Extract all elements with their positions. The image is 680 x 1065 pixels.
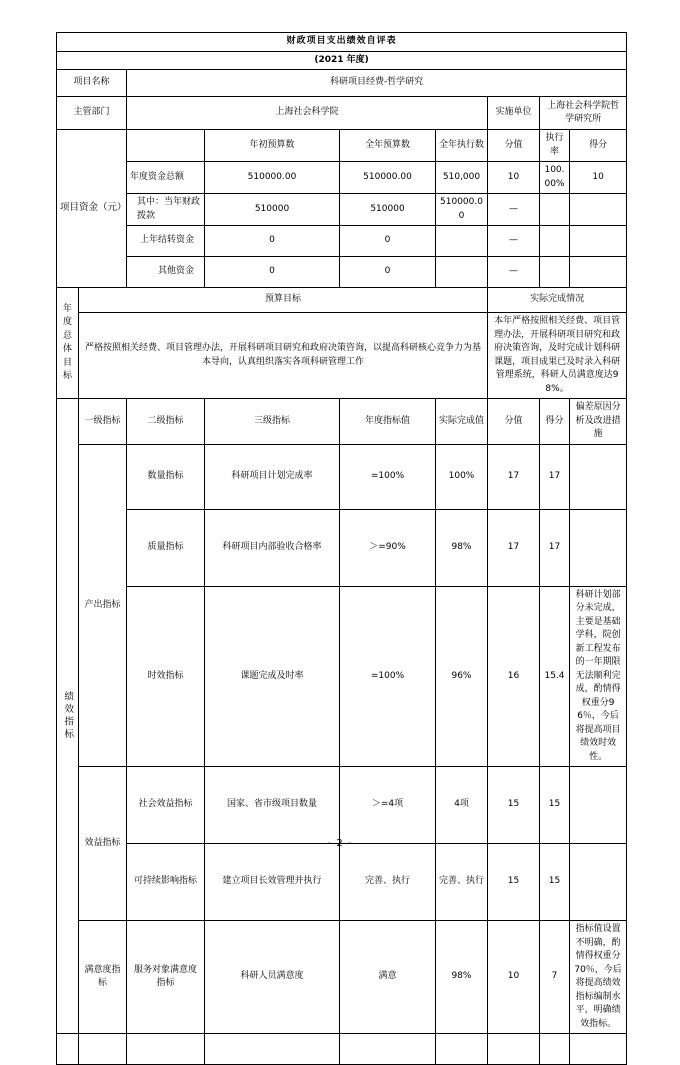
funds-cell-score bbox=[570, 194, 627, 226]
indicator-score-value: 10 bbox=[488, 921, 540, 1034]
funds-row-appropriation bbox=[57, 194, 627, 226]
indicator-level3: 国家、省市级项目数量 bbox=[205, 767, 340, 844]
empty-cell bbox=[570, 1034, 627, 1065]
funds-cell-annual-execution: 510000.00 bbox=[436, 194, 488, 226]
funds-cell-score-value: — bbox=[488, 226, 540, 257]
funds-row-other bbox=[57, 257, 627, 288]
project-name-row bbox=[57, 70, 627, 97]
indicator-level2: 时效指标 bbox=[127, 586, 205, 767]
indicator-score: 17 bbox=[540, 444, 570, 509]
funds-cell-score: 10 bbox=[570, 162, 627, 194]
funds-cell-score bbox=[570, 257, 627, 288]
indicator-header-annual-target: 年度指标值 bbox=[340, 399, 436, 445]
annual-overall-header-row bbox=[57, 288, 627, 313]
indicator-score-value: 15 bbox=[488, 844, 540, 921]
indicator-level2: 服务对象满意度指标 bbox=[127, 921, 205, 1034]
indicator-score: 7 bbox=[540, 921, 570, 1034]
funds-row-total bbox=[57, 162, 627, 194]
indicator-score-value: 16 bbox=[488, 586, 540, 767]
indicator-level1-output: 产出指标 bbox=[79, 444, 127, 767]
funds-cell-initial-budget: 510000.00 bbox=[205, 162, 340, 194]
funds-row-label: 上年结转资金 bbox=[127, 226, 205, 257]
project-name-value: 科研项目经费-哲学研究 bbox=[127, 70, 627, 97]
funds-side-label bbox=[57, 130, 127, 288]
funds-header-score-value: 分值 bbox=[488, 130, 540, 162]
funds-header-execution-rate: 执行率 bbox=[540, 130, 570, 162]
page-number: - 2 - bbox=[327, 838, 353, 849]
funds-row-carryover bbox=[57, 226, 627, 257]
indicator-level2: 质量指标 bbox=[127, 509, 205, 586]
indicator-actual-value: 4项 bbox=[436, 767, 488, 844]
indicator-deviation: 科研计划部分未完成，主要是基础学科，院创新工程发布的一年期限无法顺利完成，酌情得权重分96％，今后将提高项目绩效时效性。 bbox=[570, 586, 627, 767]
indicator-actual-value: 98% bbox=[436, 509, 488, 586]
funds-cell-score-value: — bbox=[488, 194, 540, 226]
form-title-row bbox=[57, 33, 627, 52]
funds-row-label: 其他资金 bbox=[127, 257, 205, 288]
indicator-header-actual-value: 实际完成值 bbox=[436, 399, 488, 445]
funds-cell-initial-budget: 510000 bbox=[205, 194, 340, 226]
indicator-header-level2: 二级指标 bbox=[127, 399, 205, 445]
indicator-annual-target: 完善、执行 bbox=[340, 844, 436, 921]
funds-cell-score bbox=[570, 226, 627, 257]
indicator-level2: 数量指标 bbox=[127, 444, 205, 509]
funds-row-label: 其中：当年财政拨款 bbox=[127, 194, 205, 226]
funds-cell-annual-budget: 0 bbox=[340, 257, 436, 288]
funds-row-label: 年度资金总额 bbox=[127, 162, 205, 194]
indicator-level3: 建立项目长效管理并执行 bbox=[205, 844, 340, 921]
form-subtitle-row bbox=[57, 51, 627, 70]
funds-cell-annual-execution bbox=[436, 257, 488, 288]
indicator-actual-value: 完善、执行 bbox=[436, 844, 488, 921]
empty-cell bbox=[79, 1034, 127, 1065]
department-label: 主管部门 bbox=[57, 97, 127, 130]
page-title: 财政项目支出绩效自评表 bbox=[57, 33, 627, 52]
funds-header-annual-budget: 全年预算数 bbox=[340, 130, 436, 162]
performance-header-row bbox=[57, 399, 627, 445]
indicator-header-score: 得分 bbox=[540, 399, 570, 445]
implementing-unit-label: 实施单位 bbox=[488, 97, 540, 130]
budget-target-header: 预算目标 bbox=[79, 288, 488, 313]
indicator-annual-target: ＞=90% bbox=[340, 509, 436, 586]
indicator-row bbox=[57, 767, 627, 844]
funds-header-annual-execution: 全年执行数 bbox=[436, 130, 488, 162]
indicator-header-level3: 三级指标 bbox=[205, 399, 340, 445]
empty-cell bbox=[540, 1034, 570, 1065]
indicator-annual-target: =100% bbox=[340, 586, 436, 767]
performance-side-label bbox=[57, 399, 79, 1034]
indicator-row-empty bbox=[57, 1034, 627, 1065]
empty-cell bbox=[127, 1034, 205, 1065]
empty-cell bbox=[340, 1034, 436, 1065]
funds-cell-execution-rate bbox=[540, 226, 570, 257]
indicator-actual-value: 100% bbox=[436, 444, 488, 509]
funds-cell-execution-rate: 100.00% bbox=[540, 162, 570, 194]
indicator-row bbox=[57, 444, 627, 509]
annual-overall-side-label: 年度总体目标 bbox=[57, 288, 79, 399]
indicator-actual-value: 98% bbox=[436, 921, 488, 1034]
indicator-row bbox=[57, 844, 627, 921]
funds-cell-score-value: — bbox=[488, 257, 540, 288]
funds-cell-annual-budget: 510000 bbox=[340, 194, 436, 226]
funds-cell-annual-execution: 510,000 bbox=[436, 162, 488, 194]
indicator-header-score-value: 分值 bbox=[488, 399, 540, 445]
performance-side-label-text: 绩效指标 bbox=[62, 691, 74, 741]
empty-cell bbox=[436, 1034, 488, 1065]
implementing-unit-value: 上海社会科学院哲学研究所 bbox=[540, 97, 627, 130]
budget-target-text: 严格按照相关经费、项目管理办法，开展科研项目研究和政府决策咨询，以提高科研核心竞争力为基本导向，认真组织落实各项科研管理工作 bbox=[79, 313, 488, 399]
indicator-score: 15 bbox=[540, 767, 570, 844]
funds-header-row bbox=[57, 130, 627, 162]
annual-overall-content-row bbox=[57, 313, 627, 399]
indicator-row bbox=[57, 586, 627, 767]
indicator-row bbox=[57, 509, 627, 586]
funds-cell-score-value: 10 bbox=[488, 162, 540, 194]
funds-header-initial-budget: 年初预算数 bbox=[205, 130, 340, 162]
funds-header-score: 得分 bbox=[570, 130, 627, 162]
empty-cell bbox=[488, 1034, 540, 1065]
empty-cell bbox=[205, 1034, 340, 1065]
project-name-label: 项目名称 bbox=[57, 70, 127, 97]
actual-result-text: 本年严格按照相关经费、项目管理办法，开展科研项目研究和政府决策咨询，及时完成计划科研课题，项目成果已及时录入科研管理系统，科研人员满意度达98%。 bbox=[488, 313, 627, 399]
funds-cell-initial-budget: 0 bbox=[205, 226, 340, 257]
indicator-level3: 课题完成及时率 bbox=[205, 586, 340, 767]
indicator-deviation: 指标值设置不明确，酌情得权重分70％，今后将提高绩效指标编制水平，明确绩效指标。 bbox=[570, 921, 627, 1034]
empty-cell bbox=[57, 1034, 79, 1065]
indicator-score: 17 bbox=[540, 509, 570, 586]
indicator-level3: 科研人员满意度 bbox=[205, 921, 340, 1034]
indicator-row bbox=[57, 921, 627, 1034]
funds-header-blank bbox=[127, 130, 205, 162]
indicator-header-deviation: 偏差原因分析及改进措施 bbox=[570, 399, 627, 445]
indicator-score: 15 bbox=[540, 844, 570, 921]
funds-side-label-text: 项目资金（元） bbox=[60, 202, 127, 214]
indicator-level1-benefit: 效益指标 bbox=[79, 767, 127, 921]
page-subtitle: (2021 年度) bbox=[57, 51, 627, 70]
indicator-level3: 科研项目内部验收合格率 bbox=[205, 509, 340, 586]
indicator-score-value: 17 bbox=[488, 444, 540, 509]
funds-cell-annual-execution bbox=[436, 226, 488, 257]
indicator-annual-target: =100% bbox=[340, 444, 436, 509]
indicator-deviation bbox=[570, 509, 627, 586]
indicator-level3: 科研项目计划完成率 bbox=[205, 444, 340, 509]
department-row bbox=[57, 97, 627, 130]
indicator-level2: 社会效益指标 bbox=[127, 767, 205, 844]
indicator-deviation bbox=[570, 767, 627, 844]
indicator-level1-satisfaction: 满意度指标 bbox=[79, 921, 127, 1034]
funds-cell-initial-budget: 0 bbox=[205, 257, 340, 288]
funds-cell-annual-budget: 510000.00 bbox=[340, 162, 436, 194]
funds-cell-execution-rate bbox=[540, 194, 570, 226]
performance-self-evaluation-form bbox=[56, 32, 627, 1065]
indicator-score-value: 17 bbox=[488, 509, 540, 586]
funds-cell-execution-rate bbox=[540, 257, 570, 288]
actual-result-header: 实际完成情况 bbox=[488, 288, 627, 313]
indicator-annual-target: ＞=4项 bbox=[340, 767, 436, 844]
indicator-score-value: 15 bbox=[488, 767, 540, 844]
indicator-annual-target: 满意 bbox=[340, 921, 436, 1034]
funds-cell-annual-budget: 0 bbox=[340, 226, 436, 257]
indicator-level2: 可持续影响指标 bbox=[127, 844, 205, 921]
indicator-deviation bbox=[570, 444, 627, 509]
indicator-score: 15.4 bbox=[540, 586, 570, 767]
indicator-actual-value: 96% bbox=[436, 586, 488, 767]
indicator-header-level1: 一级指标 bbox=[79, 399, 127, 445]
indicator-deviation bbox=[570, 844, 627, 921]
department-value: 上海社会科学院 bbox=[127, 97, 488, 130]
